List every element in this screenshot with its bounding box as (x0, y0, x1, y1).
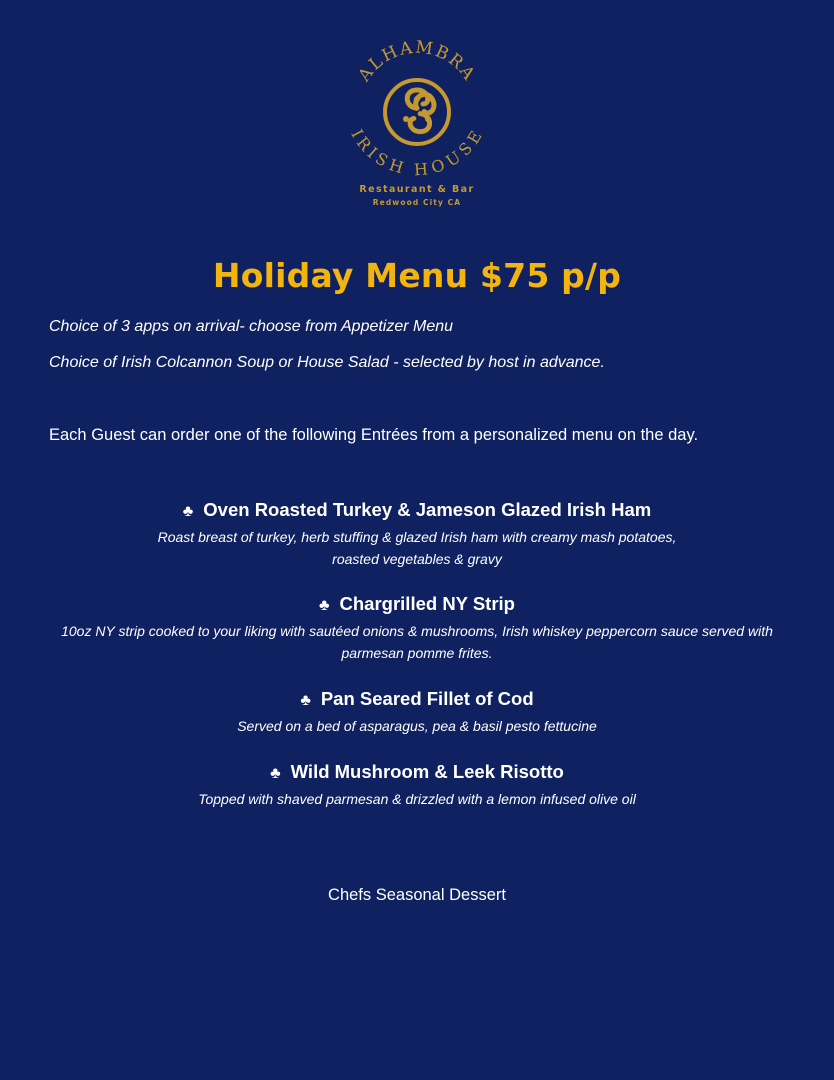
logo-arc-top: ALHAMBRA (354, 40, 480, 86)
entree-description: Roast breast of turkey, herb stuffing & glazed Irish ham with creamy mash potatoes, roasted vegetables & gravy (157, 529, 677, 567)
logo-arc-bottom: IRISH HOUSE (347, 126, 487, 180)
entree-name: Wild Mushroom & Leek Risotto (290, 761, 564, 782)
guest-note: Each Guest can order one of the following Entrées from a personalized menu on the day. (49, 426, 699, 444)
dessert-line: Chefs Seasonal Dessert (328, 886, 506, 904)
entree-item (0, 687, 834, 737)
intro-line-apps: Choice of 3 apps on arrival- choose from Appetizer Menu (49, 318, 454, 335)
entree-item (0, 498, 834, 570)
entree-name: Oven Roasted Turkey & Jameson Glazed Irish Ham (203, 499, 652, 520)
intro-line-soup-salad: Choice of Irish Colcannon Soup or House Salad - selected by host in advance. (49, 354, 605, 371)
svg-text:IRISH HOUSE (347, 126, 486, 179)
entree-description: Served on a bed of asparagus, pea & basil pesto fettucine (237, 718, 597, 734)
entree-description: Topped with shaved parmesan & drizzled with a lemon infused olive oil (198, 791, 636, 807)
entree-item (0, 592, 834, 664)
logo-subtitle: Restaurant & Bar (359, 184, 475, 195)
logo-location: Redwood City CA (372, 198, 462, 207)
club-icon: ♣ (270, 765, 281, 782)
entree-name: Pan Seared Fillet of Cod (320, 688, 534, 709)
club-icon: ♣ (300, 692, 311, 709)
entree-description: 10oz NY strip cooked to your liking with sautéed onions & mushrooms, Irish whiskey peppercorn sauce served with parmesan pomme frites. (61, 623, 773, 661)
club-icon: ♣ (319, 597, 330, 614)
entree-item (0, 760, 834, 810)
entree-name: Chargrilled NY Strip (339, 593, 515, 614)
triskele-logo-icon (340, 40, 494, 185)
club-icon: ♣ (182, 503, 194, 520)
menu-title: Holiday Menu $75 p/p (212, 256, 622, 295)
